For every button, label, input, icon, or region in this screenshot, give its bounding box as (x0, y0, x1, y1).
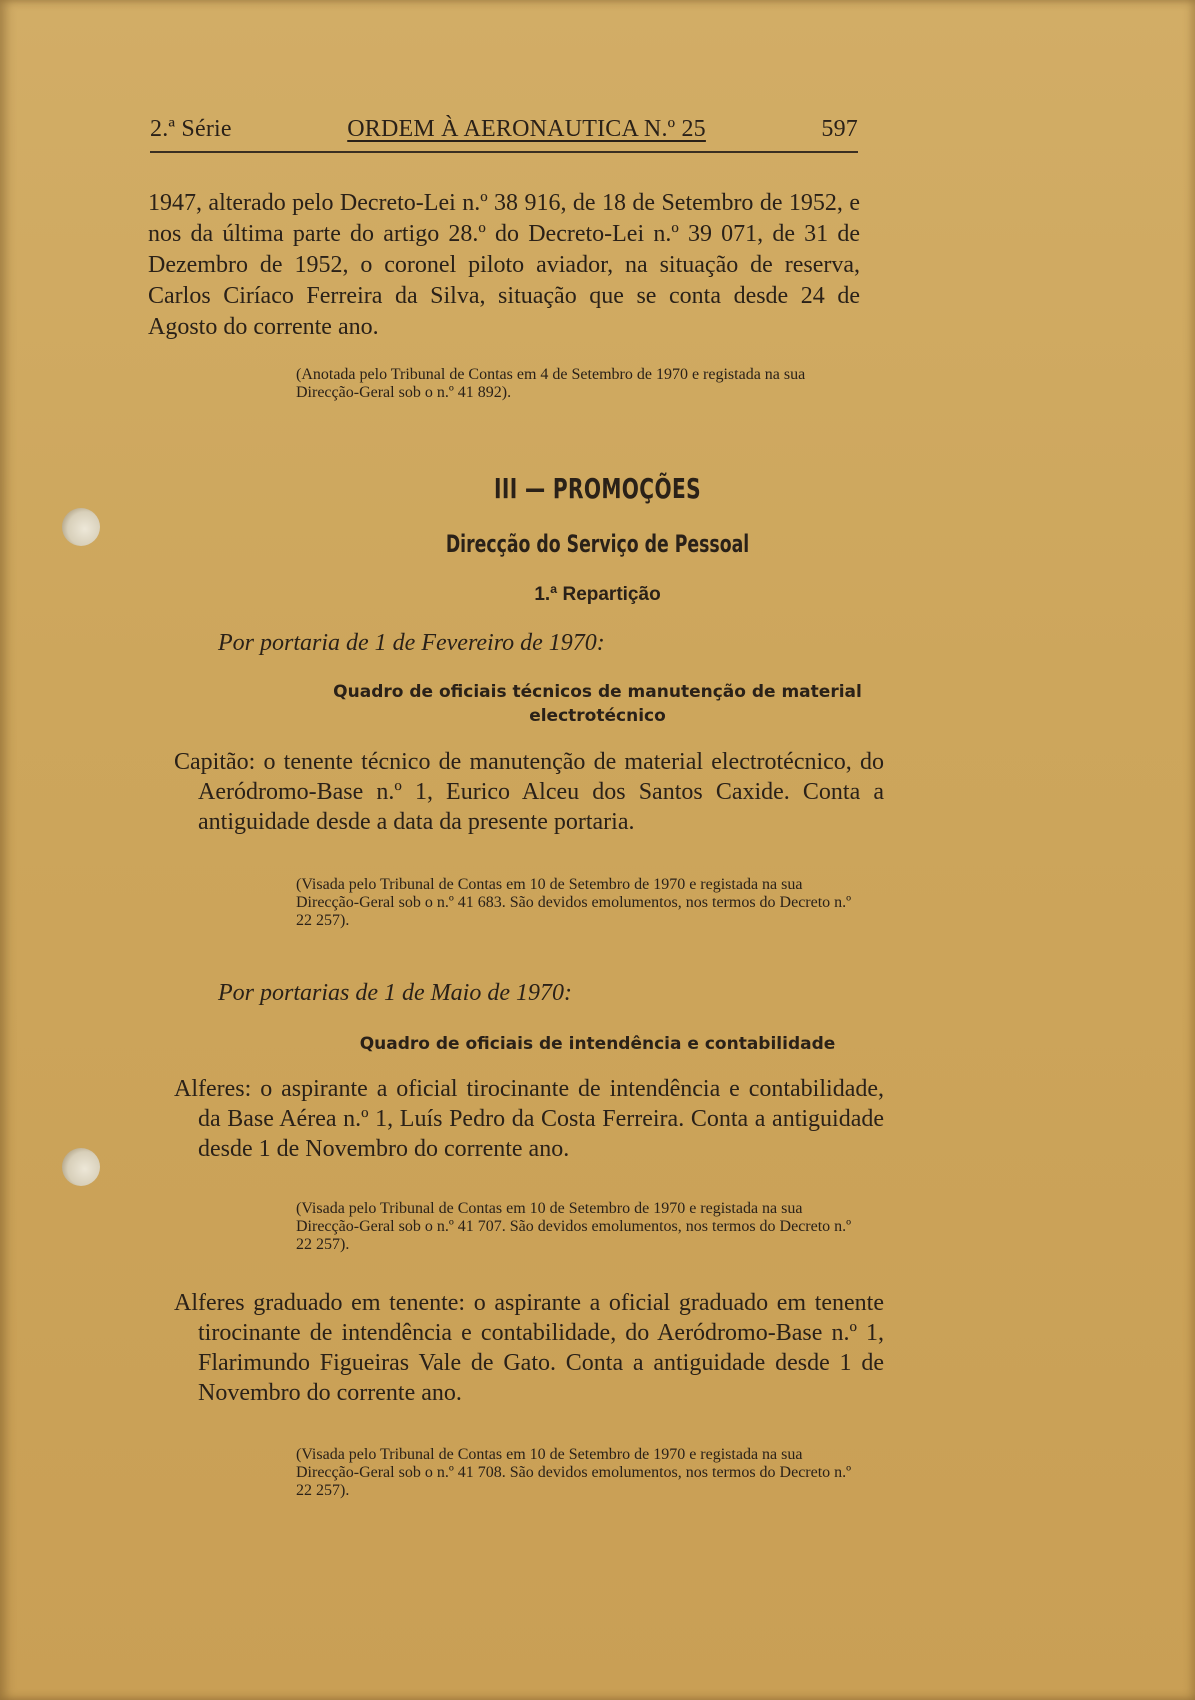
quadro-heading-2: Quadro de oficiais de intendência e contabilidade (359, 1034, 836, 1054)
series-label: 2.ª Série (150, 116, 232, 142)
portaria-heading-2: Por portarias de 1 de Maio de 1970: (218, 980, 572, 1006)
visa-note-1: (Visada pelo Tribunal de Contas em 10 de Setembro de 1970 e registada na sua Direcção-Geral sob o n.º 41 683. São devidos emolumentos, nos termos do Decreto n.º 22 257). (296, 876, 852, 929)
page-header (150, 116, 858, 143)
promotion-entry-3: Alferes graduado em tenente: o aspirante a oficial graduado em tenente tirocinante de intendência e contabilidade, do Aeródromo-Base n.º 1, Flarimundo Figueiras Vale de Gato. Conta a antiguidade desde 1 de Novembro do corrente ano. (174, 1290, 884, 1406)
publication-title: ORDEM À AERONAUTICA N.º 25 (347, 116, 706, 142)
promotion-entry-2: Alferes: o aspirante a oficial tirocinante de intendência e contabilidade, da Base Aérea n.º 1, Luís Pedro da Costa Ferreira. Conta a antiguidade desde 1 de Novembro do corrente ano. (174, 1076, 884, 1162)
quadro-heading-1: Quadro de oficiais técnicos de manutenção de material electrotécnico (333, 682, 862, 726)
portaria-heading-1: Por portaria de 1 de Fevereiro de 1970: (218, 630, 605, 656)
visa-note-2: (Visada pelo Tribunal de Contas em 10 de Setembro de 1970 e registada na sua Direcção-Geral sob o n.º 41 707. São devidos emolumentos, nos termos do Decreto n.º 22 257). (296, 1200, 852, 1253)
punch-hole-bottom (62, 1148, 100, 1186)
department-title: 1.ª Repartição (534, 584, 661, 605)
promotion-entry-1: Capitão: o tenente técnico de manutenção de material electrotécnico, do Aeródromo-Base n.º 1, Eurico Alceu dos Santos Caxide. Conta a antiguidade desde a data da presente portaria. (174, 749, 884, 835)
punch-hole-top (62, 508, 100, 546)
directorate-title: Direcção do Serviço de Pessoal (445, 530, 750, 558)
section-title: III — PROMOÇÕES (494, 472, 701, 505)
header-rule (150, 151, 858, 153)
opening-paragraph: 1947, alterado pelo Decreto-Lei n.º 38 916, de 18 de Setembro de 1952, e nos da última parte do artigo 28.º do Decreto-Lei n.º 39 071, de 31 de Dezembro de 1952, o coronel piloto aviador, na situação de reserva, Carlos Ciríaco Ferreira da Silva, situação que se conta desde 24 de Agosto do corrente ano. (148, 190, 860, 340)
visa-note-3: (Visada pelo Tribunal de Contas em 10 de Setembro de 1970 e registada na sua Direcção-Geral sob o n.º 41 708. São devidos emolumentos, nos termos do Decreto n.º 22 257). (296, 1446, 852, 1499)
opening-note: (Anotada pelo Tribunal de Contas em 4 de Setembro de 1970 e registada na sua Direcção-Geral sob o n.º 41 892). (296, 366, 806, 401)
page-number: 597 (821, 116, 858, 142)
